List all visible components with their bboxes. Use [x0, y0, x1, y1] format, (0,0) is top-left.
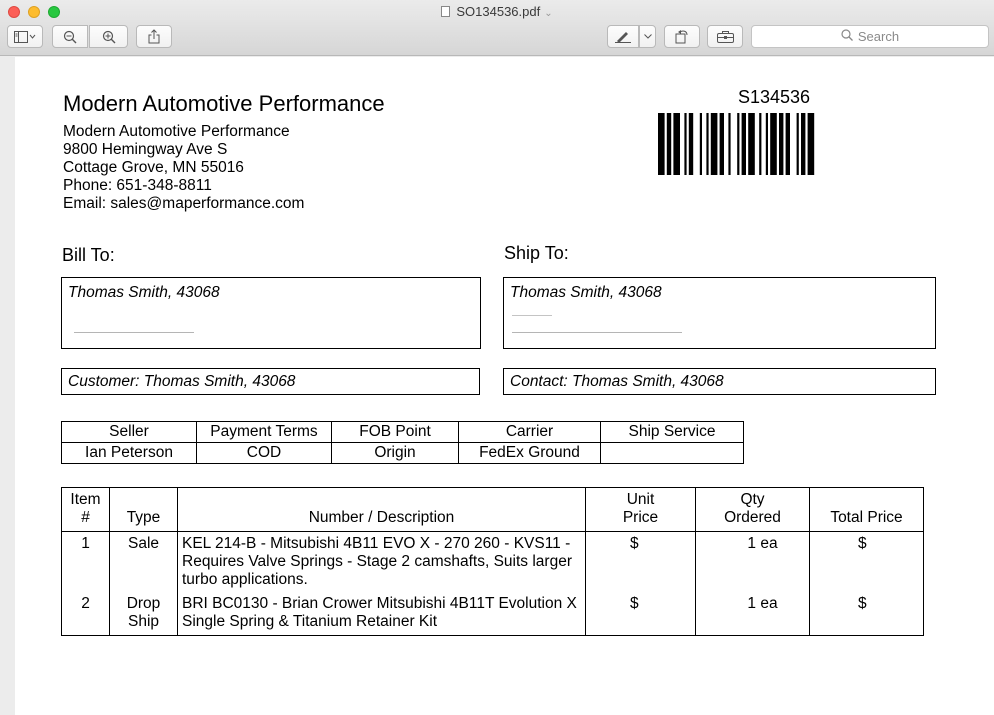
chevron-down-icon [644, 34, 652, 39]
toolbox-icon [717, 30, 734, 43]
contact-box [503, 368, 936, 395]
share-button[interactable] [136, 25, 172, 48]
barcode-bar [720, 113, 724, 175]
barcode-bar [766, 113, 768, 175]
item-type: Drop Ship [110, 592, 178, 636]
col-header-qty: Qty Ordered [696, 488, 810, 532]
barcode-bar [728, 113, 730, 175]
info-header-cell: Payment Terms [197, 422, 332, 443]
barcode-bar [808, 113, 815, 175]
info-value-cell [601, 443, 744, 464]
col-header-type: Type [110, 488, 178, 532]
items-header-row [62, 488, 924, 532]
item-unit-price: $ [586, 592, 696, 636]
info-value-cell: Origin [332, 443, 459, 464]
info-header-cell: Carrier [459, 422, 601, 443]
col-header-unit-price: Unit Price [586, 488, 696, 532]
item-total: $ [810, 592, 924, 636]
item-qty: 1 ea [696, 592, 810, 636]
col-header-description: Number / Description [178, 488, 586, 532]
barcode-bar [711, 113, 718, 175]
search-placeholder: Search [857, 29, 900, 44]
window-title[interactable] [0, 4, 994, 19]
markup-menu-button[interactable] [639, 25, 656, 48]
pdf-page[interactable] [15, 57, 994, 715]
barcode-bar [742, 113, 746, 175]
sales-order-number: S134536 [738, 87, 811, 107]
toolbox-button[interactable] [707, 25, 743, 48]
address-line: Phone: 651-348-8811 [63, 177, 212, 194]
line-items-table [61, 487, 924, 636]
sidebar-icon [14, 31, 36, 43]
ship-to-label: Ship To: [504, 243, 569, 263]
sidebar-toggle-button[interactable] [7, 25, 43, 48]
info-header-cell: Ship Service [601, 422, 744, 443]
order-info-table [61, 421, 744, 464]
item-description: KEL 214-B - Mitsubishi 4B11 EVO X - 270 260 - KVS11 - Requires Valve Springs - Stage 2 camshafts, Suits larger turbo applications. [178, 532, 586, 593]
address-line: Modern Automotive Performance [63, 123, 290, 140]
barcode-bar [779, 113, 783, 175]
company-address [63, 123, 304, 213]
col-header-total: Total Price [810, 488, 924, 532]
bill-to-box [61, 277, 481, 349]
barcode-bar [797, 113, 799, 175]
rotate-icon [675, 29, 689, 44]
barcode-bar [684, 113, 686, 175]
chevron-down-icon: ⌄ [544, 8, 553, 19]
barcode-bar [770, 113, 777, 175]
info-header-cell: FOB Point [332, 422, 459, 443]
bill-to-label: Bill To: [62, 245, 115, 265]
markup-pen-icon [615, 31, 631, 43]
barcode-bar [700, 113, 702, 175]
zoom-out-icon [63, 30, 77, 44]
barcode-bar [737, 113, 739, 175]
item-qty: 1 ea [696, 532, 810, 593]
item-number: 1 [62, 532, 110, 593]
item-number: 2 [62, 592, 110, 636]
table-row [62, 592, 924, 636]
item-type: Sale [110, 532, 178, 593]
zoom-in-icon [102, 30, 116, 44]
zoom-in-button[interactable] [89, 25, 128, 48]
bill-to-name: Thomas Smith, 43068 [68, 284, 220, 301]
info-value-row [62, 443, 744, 464]
share-icon [148, 29, 160, 44]
markup-button[interactable] [607, 25, 639, 48]
barcode-bar [689, 113, 693, 175]
info-header-cell: Seller [62, 422, 197, 443]
barcode-bar [801, 113, 805, 175]
table-row [62, 532, 924, 593]
window-title-text: SO134536.pdf [456, 4, 541, 19]
redacted-address [512, 332, 682, 333]
item-description: BRI BC0130 - Brian Crower Mitsubishi 4B11T Evolution X Single Spring & Titanium Retainer Kit [178, 592, 586, 636]
info-value-cell: FedEx Ground [459, 443, 601, 464]
barcode-bar [748, 113, 755, 175]
customer-text: Customer: Thomas Smith, 43068 [68, 373, 296, 390]
redacted-address [74, 332, 194, 333]
barcode-bar [706, 113, 708, 175]
info-value-cell: COD [197, 443, 332, 464]
barcode-bar [673, 113, 680, 175]
company-title: Modern Automotive Performance [63, 91, 385, 116]
contact-text: Contact: Thomas Smith, 43068 [510, 373, 724, 390]
customer-box [61, 368, 480, 395]
address-line: Cottage Grove, MN 55016 [63, 159, 244, 176]
info-value-cell: Ian Peterson [62, 443, 197, 464]
zoom-out-button[interactable] [52, 25, 88, 48]
ship-to-name: Thomas Smith, 43068 [510, 284, 662, 301]
item-total: $ [810, 532, 924, 593]
document-icon [441, 6, 450, 17]
barcode-bar [786, 113, 790, 175]
search-field[interactable] [751, 25, 989, 48]
info-header-row [62, 422, 744, 443]
barcode-bar [759, 113, 761, 175]
rotate-button[interactable] [664, 25, 700, 48]
search-icon [841, 29, 858, 44]
redacted-address [512, 315, 552, 316]
address-line: Email: sales@maperformance.com [63, 195, 305, 212]
barcode-bar [658, 113, 665, 175]
barcode [658, 113, 894, 175]
title-bar [0, 0, 994, 56]
barcode-bar [667, 113, 671, 175]
item-unit-price: $ [586, 532, 696, 593]
ship-to-box [503, 277, 936, 349]
address-line: 9800 Hemingway Ave S [63, 141, 228, 158]
col-header-item: Item # [62, 488, 110, 532]
